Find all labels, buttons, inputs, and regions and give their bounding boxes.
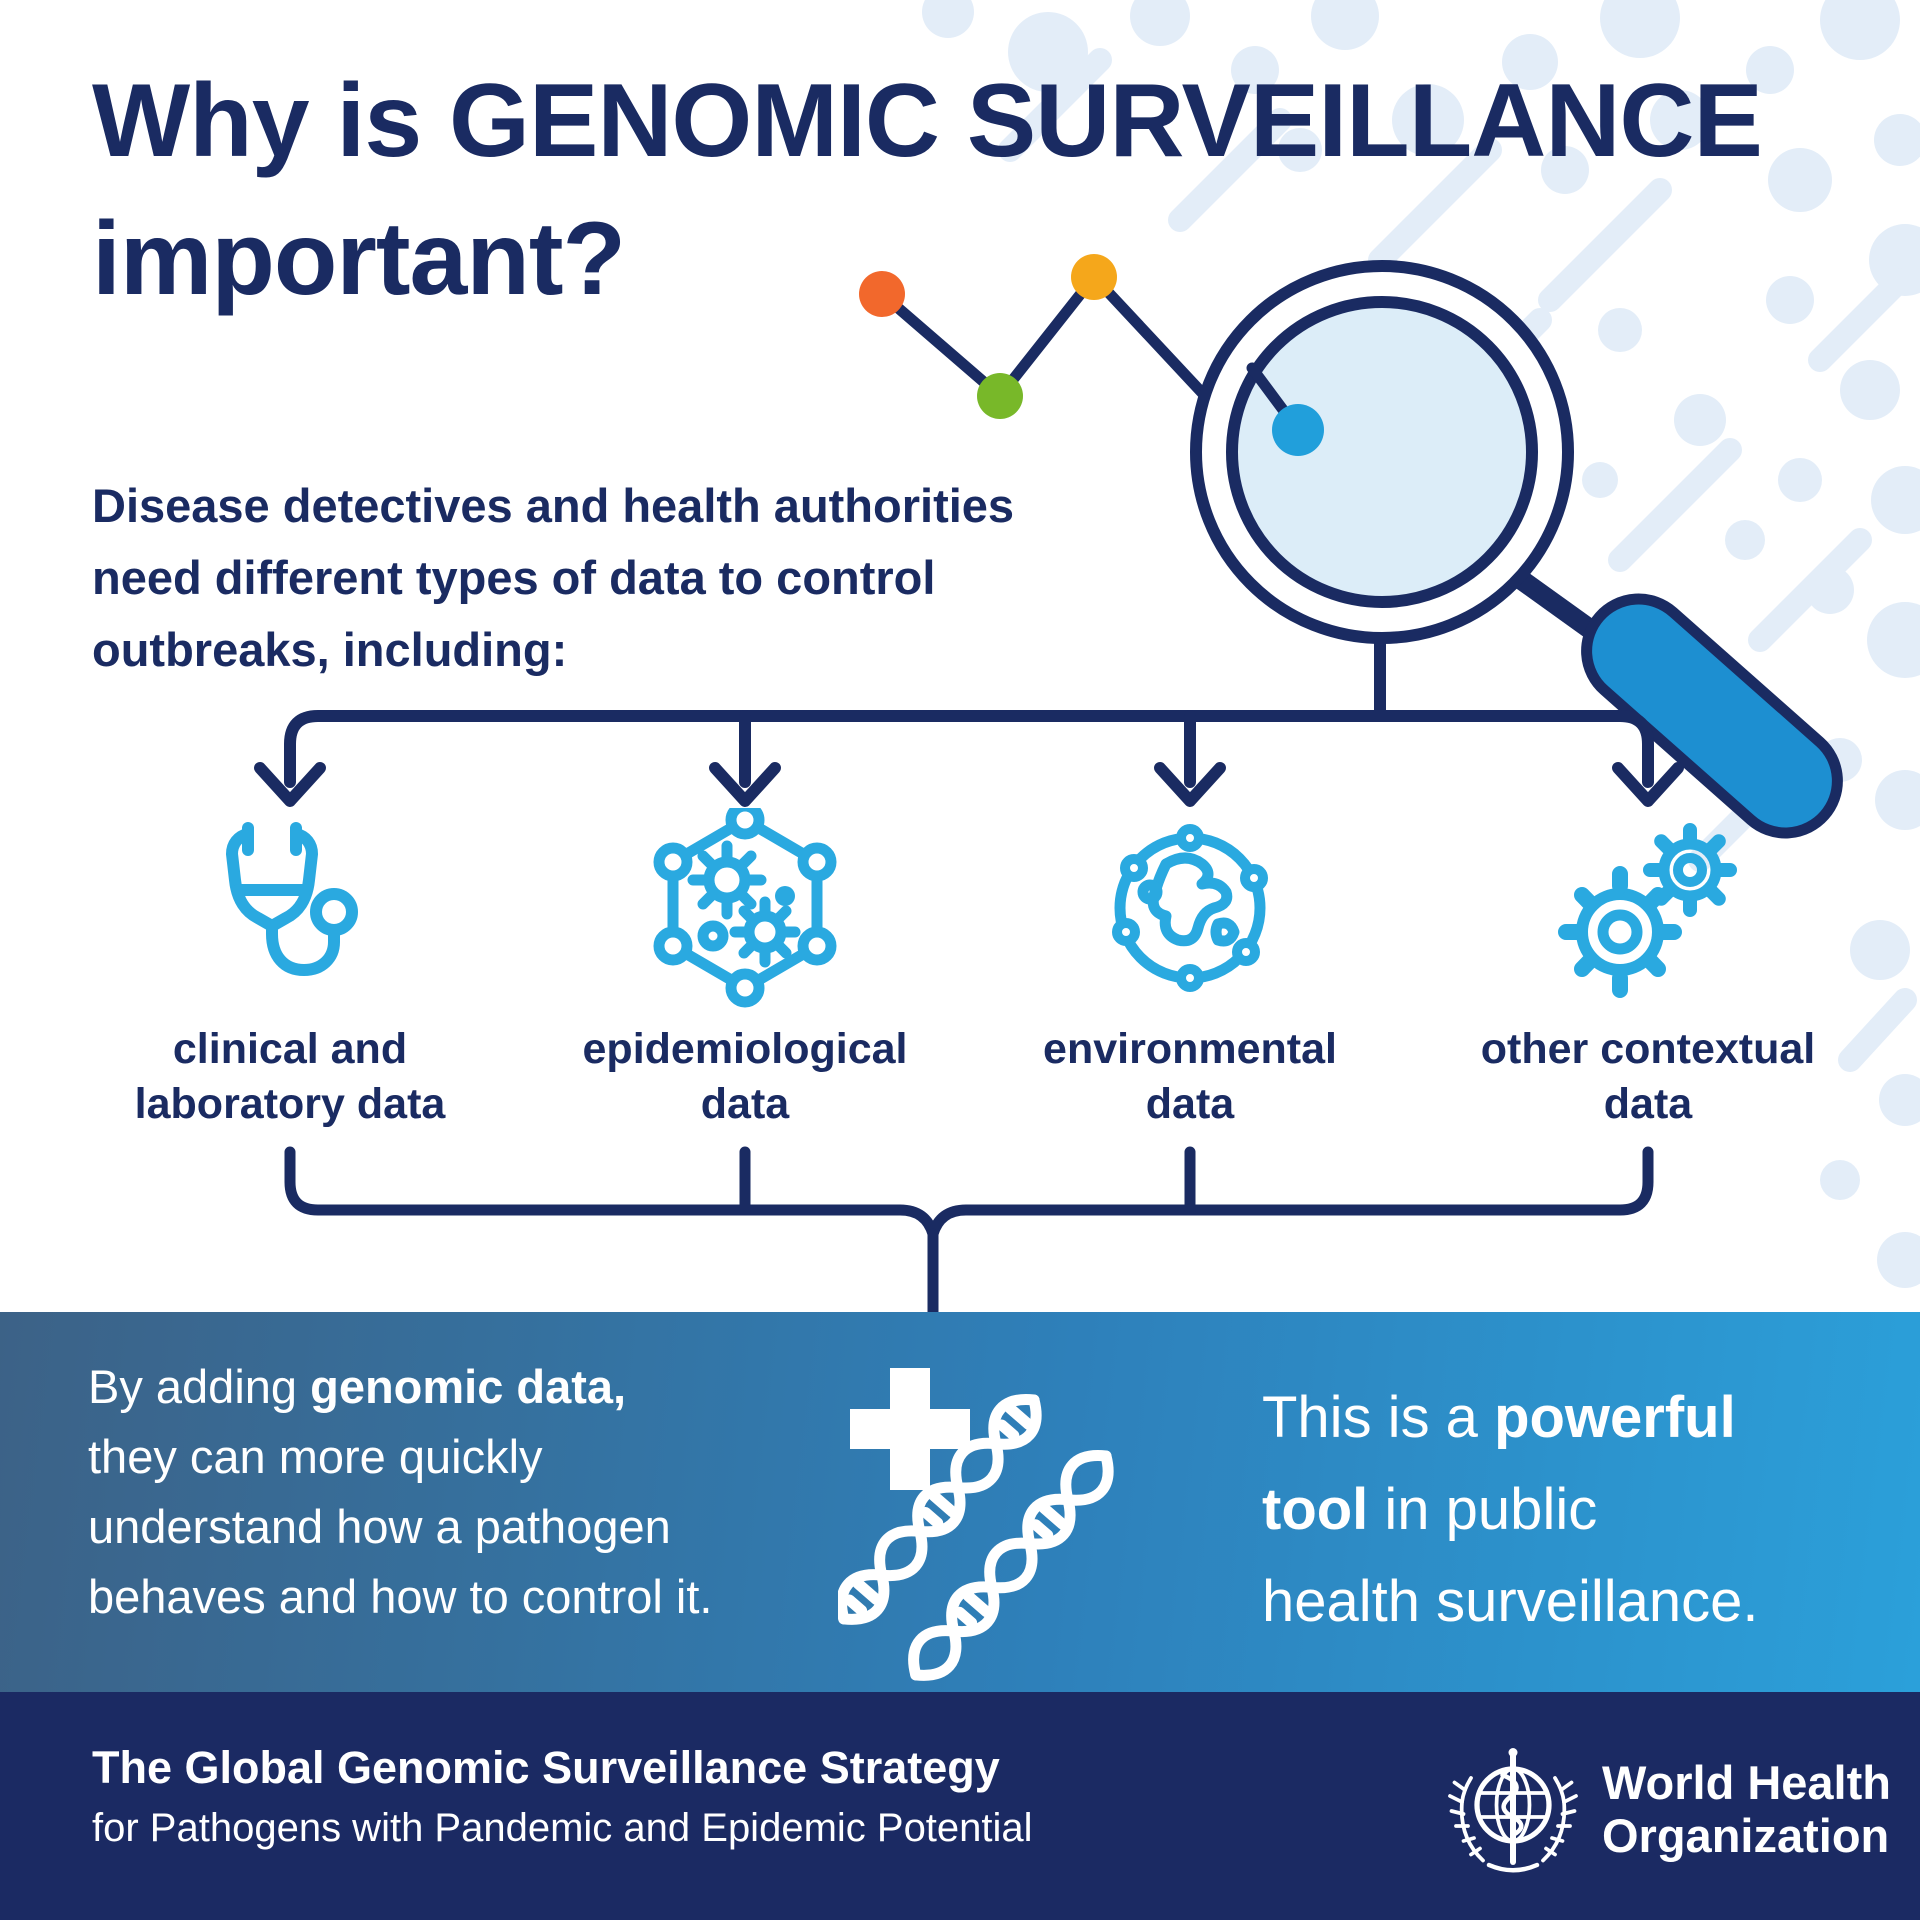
band-left-line: they can more quickly (88, 1430, 543, 1483)
magnifying-glass-icon (1196, 266, 1859, 854)
trend-dot-yellow (1071, 254, 1117, 300)
who-wordmark-line: Organization (1602, 1809, 1890, 1862)
trend-dot-orange (859, 271, 905, 317)
band-left-text (88, 1352, 908, 1632)
footer-title: The Global Genomic Surveillance Strategy (92, 1742, 1000, 1793)
intro-line: outbreaks, including: (92, 623, 568, 676)
band-right-line: This is a powerful (1262, 1385, 1736, 1450)
label-line: environmental (1043, 1025, 1337, 1073)
gears-icon (1548, 808, 1748, 1008)
label-line: other contextual (1480, 1025, 1816, 1073)
intro-line: need different types of data to control (92, 551, 936, 604)
stethoscope-icon (190, 808, 390, 1008)
virus-icon (645, 808, 845, 1008)
label-line: laboratory data (134, 1080, 446, 1128)
label-line: data (1145, 1080, 1235, 1128)
band-right-text (1262, 1372, 1882, 1648)
label-line: clinical and (172, 1025, 408, 1073)
band-right-line: tool in public (1262, 1477, 1598, 1542)
who-emblem-icon (1438, 1736, 1588, 1886)
medical-cross-icon (838, 1352, 1148, 1687)
band-left-line: understand how a pathogen (88, 1500, 671, 1553)
label-line: epidemiological (582, 1025, 908, 1073)
footer-subtitle: for Pathogens with Pandemic and Epidemic Potential (92, 1806, 1033, 1850)
label-line: data (1603, 1080, 1693, 1128)
who-wordmark (1602, 1756, 1891, 1862)
label-epidemiological (515, 1022, 975, 1132)
who-wordmark-line: World Health (1602, 1756, 1891, 1809)
converging-bracket (290, 1152, 1648, 1314)
label-other-contextual (1418, 1022, 1878, 1132)
intro-line: Disease detectives and health authorities (92, 479, 1015, 532)
band-left-line: By adding genomic data, (88, 1360, 627, 1413)
distribution-arrows (260, 716, 1678, 801)
label-line: data (700, 1080, 790, 1128)
band-left-line: behaves and how to control it. (88, 1570, 713, 1623)
label-environmental (960, 1022, 1420, 1132)
globe-icon (1090, 808, 1290, 1008)
label-clinical (60, 1022, 520, 1132)
title-line-1: Why is GENOMIC SURVEILLANCE (92, 63, 1762, 179)
trend-dot-green (977, 373, 1023, 419)
trend-line-icon (882, 277, 1206, 397)
band-right-line: health surveillance. (1262, 1569, 1759, 1634)
title-line-2: important? (92, 201, 626, 317)
